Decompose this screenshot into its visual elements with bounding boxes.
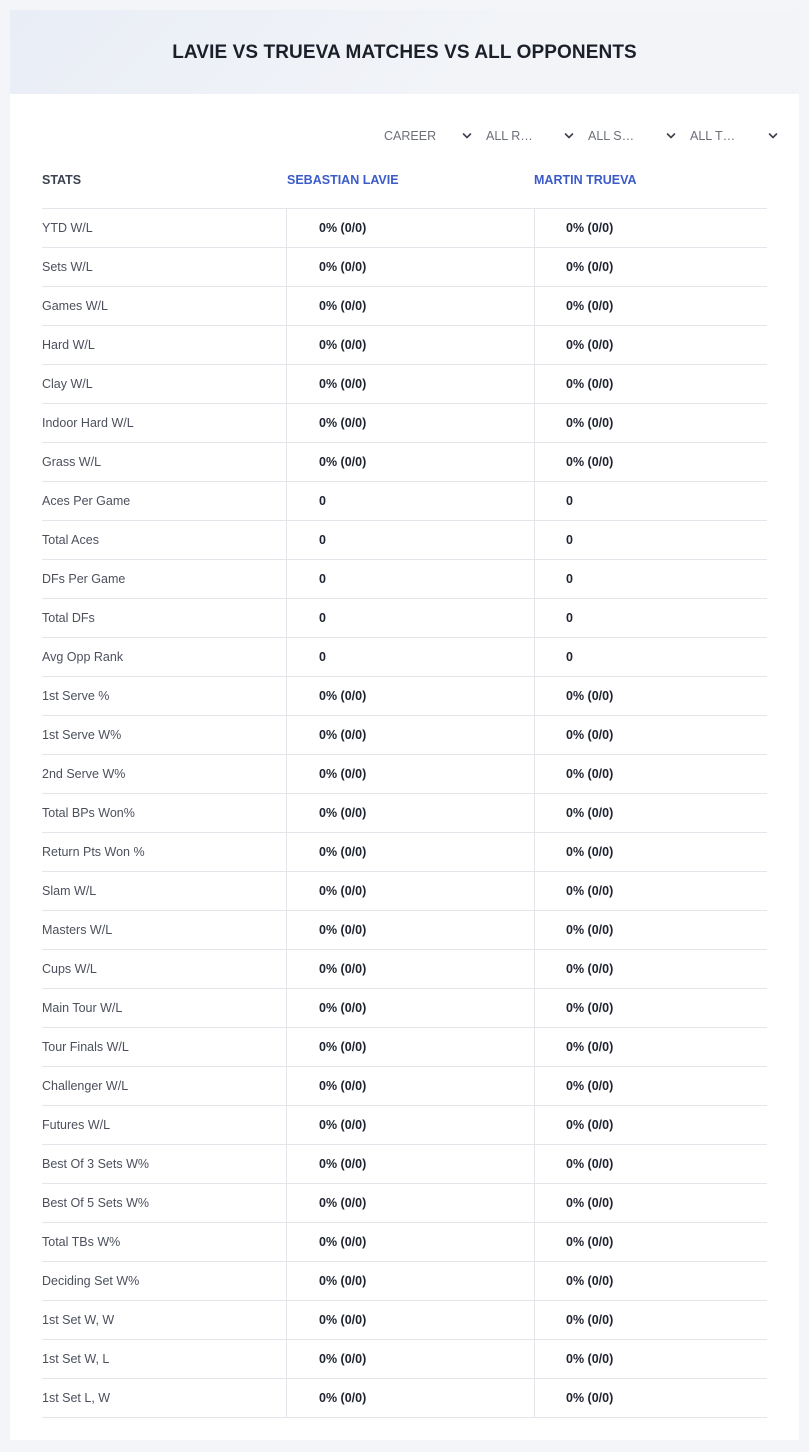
player1-stat-value: 0% (0/0) bbox=[319, 1196, 367, 1210]
player2-stat-value: 0% (0/0) bbox=[566, 416, 614, 430]
table-row bbox=[42, 1028, 767, 1067]
player2-stat-value: 0% (0/0) bbox=[566, 689, 614, 703]
table-row bbox=[42, 1145, 767, 1184]
stat-label: Avg Opp Rank bbox=[42, 650, 124, 664]
stat-label: 2nd Serve W% bbox=[42, 767, 126, 781]
stat-label: Main Tour W/L bbox=[42, 1001, 123, 1015]
table-row bbox=[42, 1301, 767, 1340]
player1-stat-value: 0% (0/0) bbox=[319, 260, 367, 274]
stat-label: Sets W/L bbox=[42, 260, 93, 274]
player1-stat-value: 0% (0/0) bbox=[319, 689, 367, 703]
stats-table bbox=[42, 160, 767, 1418]
player1-stat-value: 0% (0/0) bbox=[319, 1352, 367, 1366]
player1-link[interactable]: SEBASTIAN LAVIE bbox=[287, 173, 399, 187]
player1-stat-value: 0% (0/0) bbox=[319, 1079, 367, 1093]
chevron-down-icon bbox=[462, 131, 472, 141]
player1-stat-value: 0 bbox=[319, 611, 326, 625]
table-row bbox=[42, 1379, 767, 1418]
player1-stat-value: 0% (0/0) bbox=[319, 1313, 367, 1327]
player2-stat-value: 0% (0/0) bbox=[566, 767, 614, 781]
filter-period-label: CAREER bbox=[384, 129, 437, 143]
filter-surface-select[interactable] bbox=[586, 126, 678, 146]
player1-stat-value: 0% (0/0) bbox=[319, 299, 367, 313]
player2-stat-value: 0% (0/0) bbox=[566, 1274, 614, 1288]
table-row bbox=[42, 989, 767, 1028]
player1-stat-value: 0% (0/0) bbox=[319, 455, 367, 469]
player2-stat-value: 0% (0/0) bbox=[566, 299, 614, 313]
stat-label: 1st Set L, W bbox=[42, 1391, 111, 1405]
stat-label: Cups W/L bbox=[42, 962, 97, 976]
table-row bbox=[42, 599, 767, 638]
filter-period-select[interactable] bbox=[382, 126, 474, 146]
stat-label: 1st Set W, W bbox=[42, 1313, 115, 1327]
table-row bbox=[42, 287, 767, 326]
player1-stat-value: 0% (0/0) bbox=[319, 1235, 367, 1249]
table-row bbox=[42, 248, 767, 287]
stat-label: Games W/L bbox=[42, 299, 108, 313]
player1-stat-value: 0% (0/0) bbox=[319, 1001, 367, 1015]
player2-stat-value: 0 bbox=[566, 572, 573, 586]
table-row bbox=[42, 716, 767, 755]
player2-stat-value: 0% (0/0) bbox=[566, 1196, 614, 1210]
player2-stat-value: 0% (0/0) bbox=[566, 260, 614, 274]
player1-stat-value: 0% (0/0) bbox=[319, 923, 367, 937]
player2-stat-value: 0% (0/0) bbox=[566, 1313, 614, 1327]
player2-link[interactable]: MARTIN TRUEVA bbox=[534, 173, 637, 187]
player2-stat-value: 0% (0/0) bbox=[566, 884, 614, 898]
table-row bbox=[42, 1262, 767, 1301]
stat-label: Total DFs bbox=[42, 611, 95, 625]
player1-stat-value: 0% (0/0) bbox=[319, 1040, 367, 1054]
player2-stat-value: 0 bbox=[566, 494, 573, 508]
player2-stat-value: 0 bbox=[566, 650, 573, 664]
player1-stat-value: 0 bbox=[319, 533, 326, 547]
player1-stat-value: 0% (0/0) bbox=[319, 1118, 367, 1132]
stat-label: Challenger W/L bbox=[42, 1079, 129, 1093]
player2-stat-value: 0% (0/0) bbox=[566, 728, 614, 742]
stat-label: Aces Per Game bbox=[42, 494, 131, 508]
player2-stat-value: 0% (0/0) bbox=[566, 1040, 614, 1054]
player2-stat-value: 0% (0/0) bbox=[566, 1235, 614, 1249]
stat-label: Grass W/L bbox=[42, 455, 102, 469]
player2-stat-value: 0% (0/0) bbox=[566, 806, 614, 820]
table-row bbox=[42, 677, 767, 716]
filter-surface-label: ALL S… bbox=[588, 129, 635, 143]
filter-tournament-label: ALL T… bbox=[690, 129, 736, 143]
stat-label: 1st Set W, L bbox=[42, 1352, 110, 1366]
stat-label: 1st Serve W% bbox=[42, 728, 122, 742]
table-row bbox=[42, 443, 767, 482]
player1-stat-value: 0% (0/0) bbox=[319, 1391, 367, 1405]
page-title: LAVIE VS TRUEVA MATCHES VS ALL OPPONENTS bbox=[172, 42, 637, 63]
table-row bbox=[42, 794, 767, 833]
player1-stat-value: 0% (0/0) bbox=[319, 767, 367, 781]
chevron-down-icon bbox=[564, 131, 574, 141]
player1-stat-value: 0% (0/0) bbox=[319, 377, 367, 391]
table-row bbox=[42, 326, 767, 365]
stat-label: Hard W/L bbox=[42, 338, 95, 352]
table-row bbox=[42, 1184, 767, 1223]
player1-stat-value: 0% (0/0) bbox=[319, 728, 367, 742]
player1-stat-value: 0% (0/0) bbox=[319, 884, 367, 898]
player2-stat-value: 0% (0/0) bbox=[566, 1157, 614, 1171]
table-row bbox=[42, 755, 767, 794]
player1-stat-value: 0% (0/0) bbox=[319, 1157, 367, 1171]
player1-stat-value: 0% (0/0) bbox=[319, 416, 367, 430]
table-row bbox=[42, 209, 767, 248]
stat-label: Best Of 3 Sets W% bbox=[42, 1157, 149, 1171]
player2-stat-value: 0 bbox=[566, 611, 573, 625]
stat-label: YTD W/L bbox=[42, 221, 93, 235]
stat-label: Best Of 5 Sets W% bbox=[42, 1196, 149, 1210]
table-row bbox=[42, 1223, 767, 1262]
player2-stat-value: 0% (0/0) bbox=[566, 1001, 614, 1015]
stat-label: DFs Per Game bbox=[42, 572, 126, 586]
table-row bbox=[42, 521, 767, 560]
stat-label: Tour Finals W/L bbox=[42, 1040, 129, 1054]
stats-card bbox=[10, 10, 799, 1440]
player1-stat-value: 0% (0/0) bbox=[319, 962, 367, 976]
filter-round-select[interactable] bbox=[484, 126, 576, 146]
stat-label: 1st Serve % bbox=[42, 689, 110, 703]
table-row bbox=[42, 1106, 767, 1145]
player2-stat-value: 0% (0/0) bbox=[566, 455, 614, 469]
player1-stat-value: 0% (0/0) bbox=[319, 806, 367, 820]
chevron-down-icon bbox=[666, 131, 676, 141]
stat-label: Slam W/L bbox=[42, 884, 97, 898]
player1-stat-value: 0% (0/0) bbox=[319, 338, 367, 352]
table-row bbox=[42, 833, 767, 872]
player2-stat-value: 0% (0/0) bbox=[566, 962, 614, 976]
player2-stat-value: 0% (0/0) bbox=[566, 845, 614, 859]
table-row bbox=[42, 1340, 767, 1379]
stats-column-header: STATS bbox=[42, 173, 82, 187]
table-row bbox=[42, 404, 767, 443]
stat-label: Total BPs Won% bbox=[42, 806, 135, 820]
player1-stat-value: 0 bbox=[319, 572, 326, 586]
table-header bbox=[42, 160, 767, 209]
player2-stat-value: 0% (0/0) bbox=[566, 221, 614, 235]
stat-label: Indoor Hard W/L bbox=[42, 416, 134, 430]
table-row bbox=[42, 482, 767, 521]
stat-label: Futures W/L bbox=[42, 1118, 111, 1132]
player2-stat-value: 0 bbox=[566, 533, 573, 547]
player2-stat-value: 0% (0/0) bbox=[566, 923, 614, 937]
stat-label: Clay W/L bbox=[42, 377, 93, 391]
stat-label: Return Pts Won % bbox=[42, 845, 145, 859]
card-header bbox=[10, 10, 799, 94]
filter-round-label: ALL R… bbox=[486, 129, 533, 143]
player1-stat-value: 0 bbox=[319, 494, 326, 508]
player2-stat-value: 0% (0/0) bbox=[566, 338, 614, 352]
player1-stat-value: 0% (0/0) bbox=[319, 845, 367, 859]
player1-stat-value: 0 bbox=[319, 650, 326, 664]
player1-stat-value: 0% (0/0) bbox=[319, 1274, 367, 1288]
filter-bar bbox=[382, 126, 790, 146]
player2-stat-value: 0% (0/0) bbox=[566, 1352, 614, 1366]
table-row bbox=[42, 911, 767, 950]
table-row bbox=[42, 950, 767, 989]
player2-stat-value: 0% (0/0) bbox=[566, 1079, 614, 1093]
table-row bbox=[42, 365, 767, 404]
chevron-down-icon bbox=[768, 131, 778, 141]
player2-stat-value: 0% (0/0) bbox=[566, 1118, 614, 1132]
stat-label: Total TBs W% bbox=[42, 1235, 121, 1249]
table-row bbox=[42, 872, 767, 911]
stat-label: Deciding Set W% bbox=[42, 1274, 140, 1288]
stat-label: Masters W/L bbox=[42, 923, 113, 937]
player2-stat-value: 0% (0/0) bbox=[566, 1391, 614, 1405]
table-body bbox=[42, 209, 767, 1418]
player2-stat-value: 0% (0/0) bbox=[566, 377, 614, 391]
player1-stat-value: 0% (0/0) bbox=[319, 221, 367, 235]
table-row bbox=[42, 560, 767, 599]
filter-tournament-select[interactable] bbox=[688, 126, 780, 146]
table-row bbox=[42, 638, 767, 677]
table-row bbox=[42, 1067, 767, 1106]
stat-label: Total Aces bbox=[42, 533, 99, 547]
